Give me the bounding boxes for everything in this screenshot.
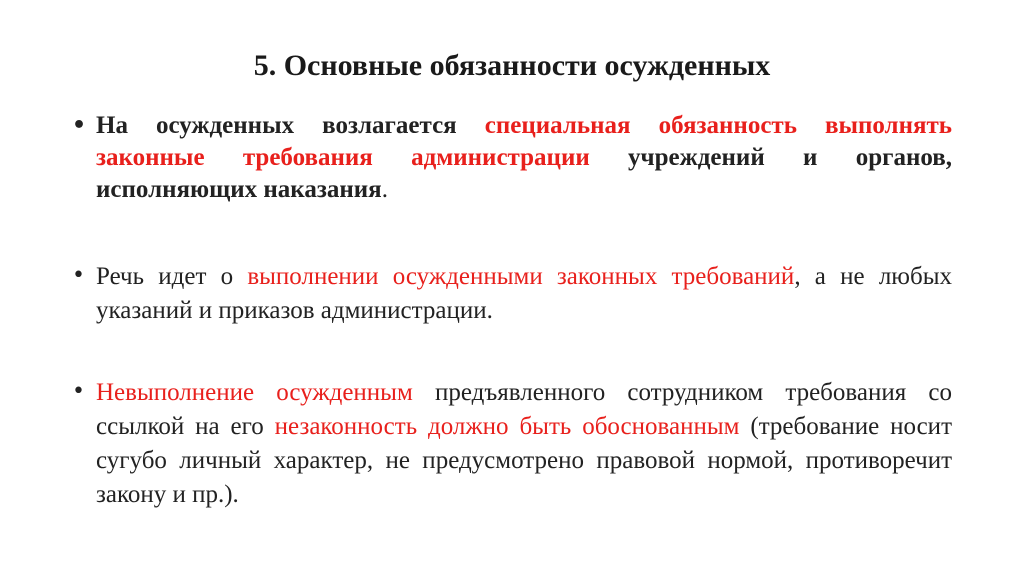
bullet-2-highlight: выполнении осужденными законных требований [247, 263, 795, 290]
bullet-3-highlight-2: незаконность должно быть обоснованным [274, 413, 740, 440]
bullet-2-text-start: Речь идет о [96, 263, 248, 290]
bullet-1-text-start: На осужденных возлагается [96, 112, 485, 139]
bullet-item-3 [72, 376, 952, 512]
bullet-3-highlight-1: Невыполнение осужденным [96, 379, 413, 406]
bullet-marker: • [72, 113, 87, 138]
bullet-1-highlight: специальная обязанность выполнять законные требования администрации [96, 112, 952, 171]
bullet-item-1 [72, 110, 952, 206]
bullet-2-text-end: , а не любых указаний и приказов администрации. [96, 263, 952, 324]
bullet-3-text-middle: предъявленного сотрудником требования со ссылкой на его [96, 379, 952, 440]
bullet-marker: • [72, 263, 85, 288]
slide-title: 5. Основные обязанности осужденных [253, 49, 771, 82]
bullet-1-text-end: учреждений и органов, исполняющих наказания [96, 144, 952, 203]
bullet-item-2 [72, 260, 952, 328]
bullet-3-text-end: (требование носит сугубо личный характер, не предусмотрено правовой нормой, противоречит закону и пр.). [96, 413, 952, 508]
bullet-1-period: . [381, 176, 388, 203]
bullet-marker: • [72, 379, 85, 404]
bullet-list [72, 110, 952, 512]
